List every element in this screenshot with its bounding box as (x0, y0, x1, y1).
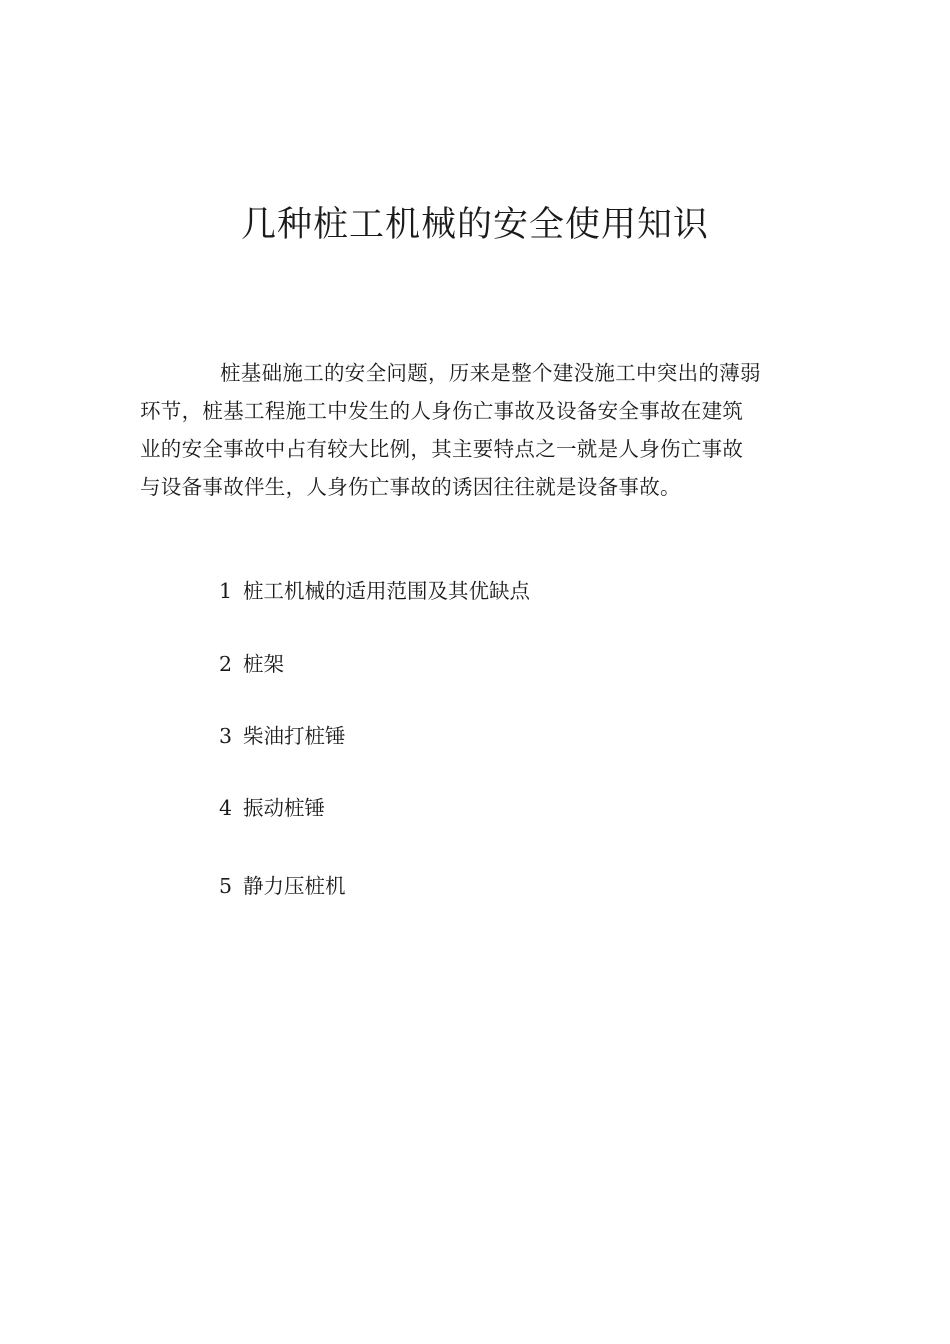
section-item (219, 792, 325, 824)
section-number: 1 (219, 579, 233, 603)
section-label: 静力压桩机 (243, 874, 346, 898)
section-number: 2 (219, 652, 233, 676)
section-item (219, 575, 530, 607)
intro-paragraph (140, 354, 808, 506)
intro-line: 环节，桩基工程施工中发生的人身伤亡事故及设备安全事故在建筑 (140, 399, 744, 423)
section-number: 4 (219, 796, 233, 820)
section-label: 桩工机械的适用范围及其优缺点 (243, 579, 530, 603)
section-number: 3 (219, 724, 233, 748)
section-item (219, 720, 346, 752)
section-label: 柴油打桩锤 (243, 724, 346, 748)
intro-line: 与设备事故伴生，人身伤亡事故的诱因往往就是设备事故。 (140, 475, 681, 499)
section-label: 振动桩锤 (243, 796, 325, 820)
section-item (219, 648, 284, 680)
intro-line: 业的安全事故中占有较大比例，其主要特点之一就是人身伤亡事故 (140, 437, 744, 461)
section-item (219, 870, 346, 902)
document-title: 几种桩工机械的安全使用知识 (240, 205, 709, 245)
section-number: 5 (219, 874, 233, 898)
intro-line: 桩基础施工的安全问题，历来是整个建没施工中突出的薄弱 (220, 361, 761, 385)
section-label: 桩架 (243, 652, 284, 676)
